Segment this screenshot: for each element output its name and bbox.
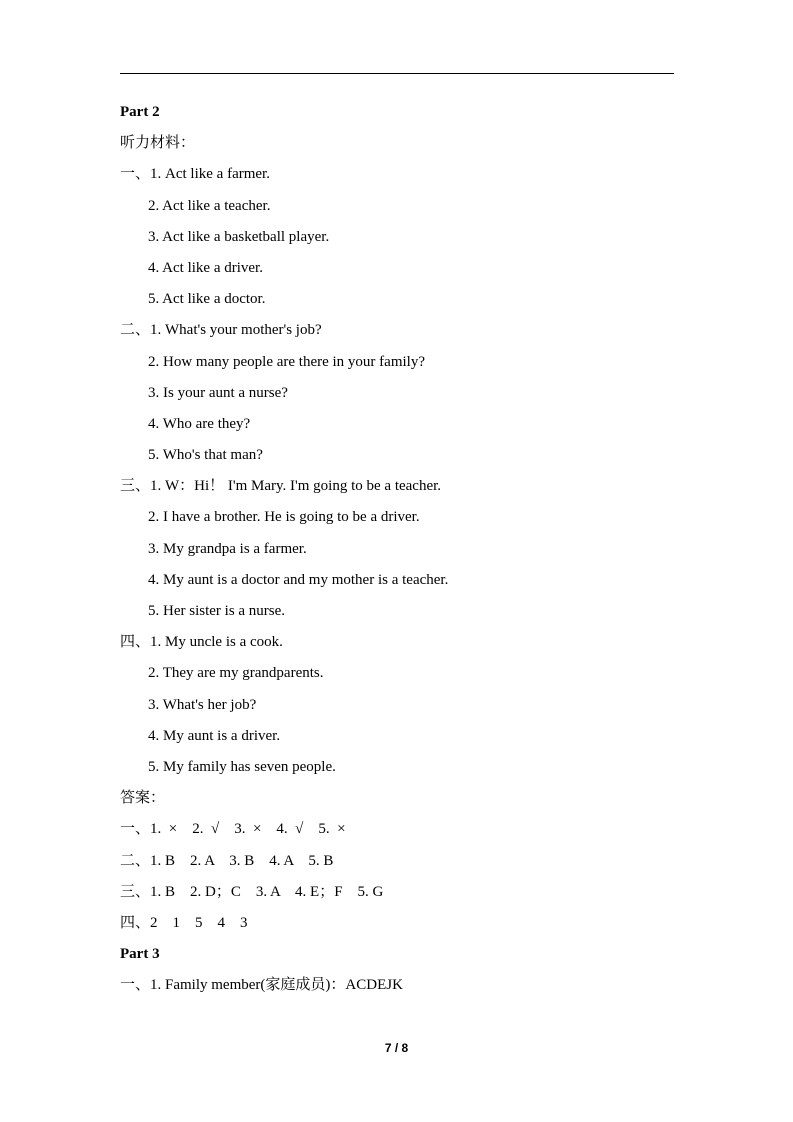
header-rule xyxy=(120,73,674,74)
answer-text: 1. × 2. √ 3. × 4. √ 5. × xyxy=(150,821,346,838)
section-1-item-3: 3. Act like a basketball player. xyxy=(148,228,330,245)
section-3-item-5: 5. Her sister is a nurse. xyxy=(148,603,286,619)
section-1-item-5: 5. Act like a doctor. xyxy=(148,291,266,308)
section-2-item-1 xyxy=(120,317,680,348)
section-4-item-5: 5. My family has seven people. xyxy=(148,758,336,775)
answer-text: 1. B 2. D；C 3. A 4. E；F 5. G xyxy=(150,883,384,900)
part2-heading: Part 2 xyxy=(120,104,160,120)
answer-text: 2 1 5 4 3 xyxy=(150,914,248,931)
listening-label: 听力材料： xyxy=(120,135,196,152)
section-1-item-4: 4. Act like a driver. xyxy=(148,259,263,276)
section-prefix: 四、 xyxy=(120,634,151,651)
item-text: 1. W：Hi！ I'm Mary. I'm going to be a teacher. xyxy=(150,478,442,495)
section-2-item-3: 3. Is your aunt a nurse? xyxy=(148,384,288,401)
section-4-item-4: 4. My aunt is a driver. xyxy=(148,727,281,744)
section-3-item-2: 2. I have a brother. He is going to be a driver. xyxy=(148,509,420,526)
section-prefix: 一、 xyxy=(120,977,151,994)
answer-text: 1. B 2. A 3. B 4. A 5. B xyxy=(150,852,334,869)
answer-row-3 xyxy=(120,879,680,910)
answer-prefix: 四、 xyxy=(120,914,151,931)
part3-heading: Part 3 xyxy=(120,946,160,963)
section-prefix: 一、 xyxy=(120,166,151,183)
answer-row-4 xyxy=(120,910,680,941)
section-4-item-1 xyxy=(120,629,680,660)
answer-prefix: 三、 xyxy=(120,883,151,900)
answers-label: 答案： xyxy=(120,790,166,807)
item-text: 1. My uncle is a cook. xyxy=(150,634,283,651)
section-2-item-4: 4. Who are they? xyxy=(148,415,251,432)
section-2-item-5: 5. Who's that man? xyxy=(148,447,263,464)
part3-line-1 xyxy=(120,972,680,1003)
page-number: 7 / 8 xyxy=(384,1041,409,1055)
item-text: 1. What's your mother's job? xyxy=(150,322,322,339)
section-3-item-4: 4. My aunt is a doctor and my mother is a teacher. xyxy=(148,571,449,588)
answer-row-2 xyxy=(120,848,680,879)
section-3-item-1 xyxy=(120,473,680,504)
item-text: 1. Family member(家庭成员)：ACDEJK xyxy=(150,977,403,994)
answer-prefix: 二、 xyxy=(120,852,151,869)
section-2-item-2: 2. How many people are there in your family? xyxy=(148,353,425,370)
section-4-item-2: 2. They are my grandparents. xyxy=(148,665,324,682)
document-body xyxy=(120,99,680,1003)
section-prefix: 二、 xyxy=(120,322,151,339)
section-4-item-3: 3. What's her job? xyxy=(148,696,257,713)
section-3-item-3: 3. My grandpa is a farmer. xyxy=(148,540,307,557)
answer-row-1 xyxy=(120,816,680,847)
item-text: 1. Act like a farmer. xyxy=(150,166,270,183)
section-1-item-1 xyxy=(120,161,680,192)
section-prefix: 三、 xyxy=(120,478,151,495)
answer-prefix: 一、 xyxy=(120,821,151,838)
section-1-item-2: 2. Act like a teacher. xyxy=(148,197,271,214)
